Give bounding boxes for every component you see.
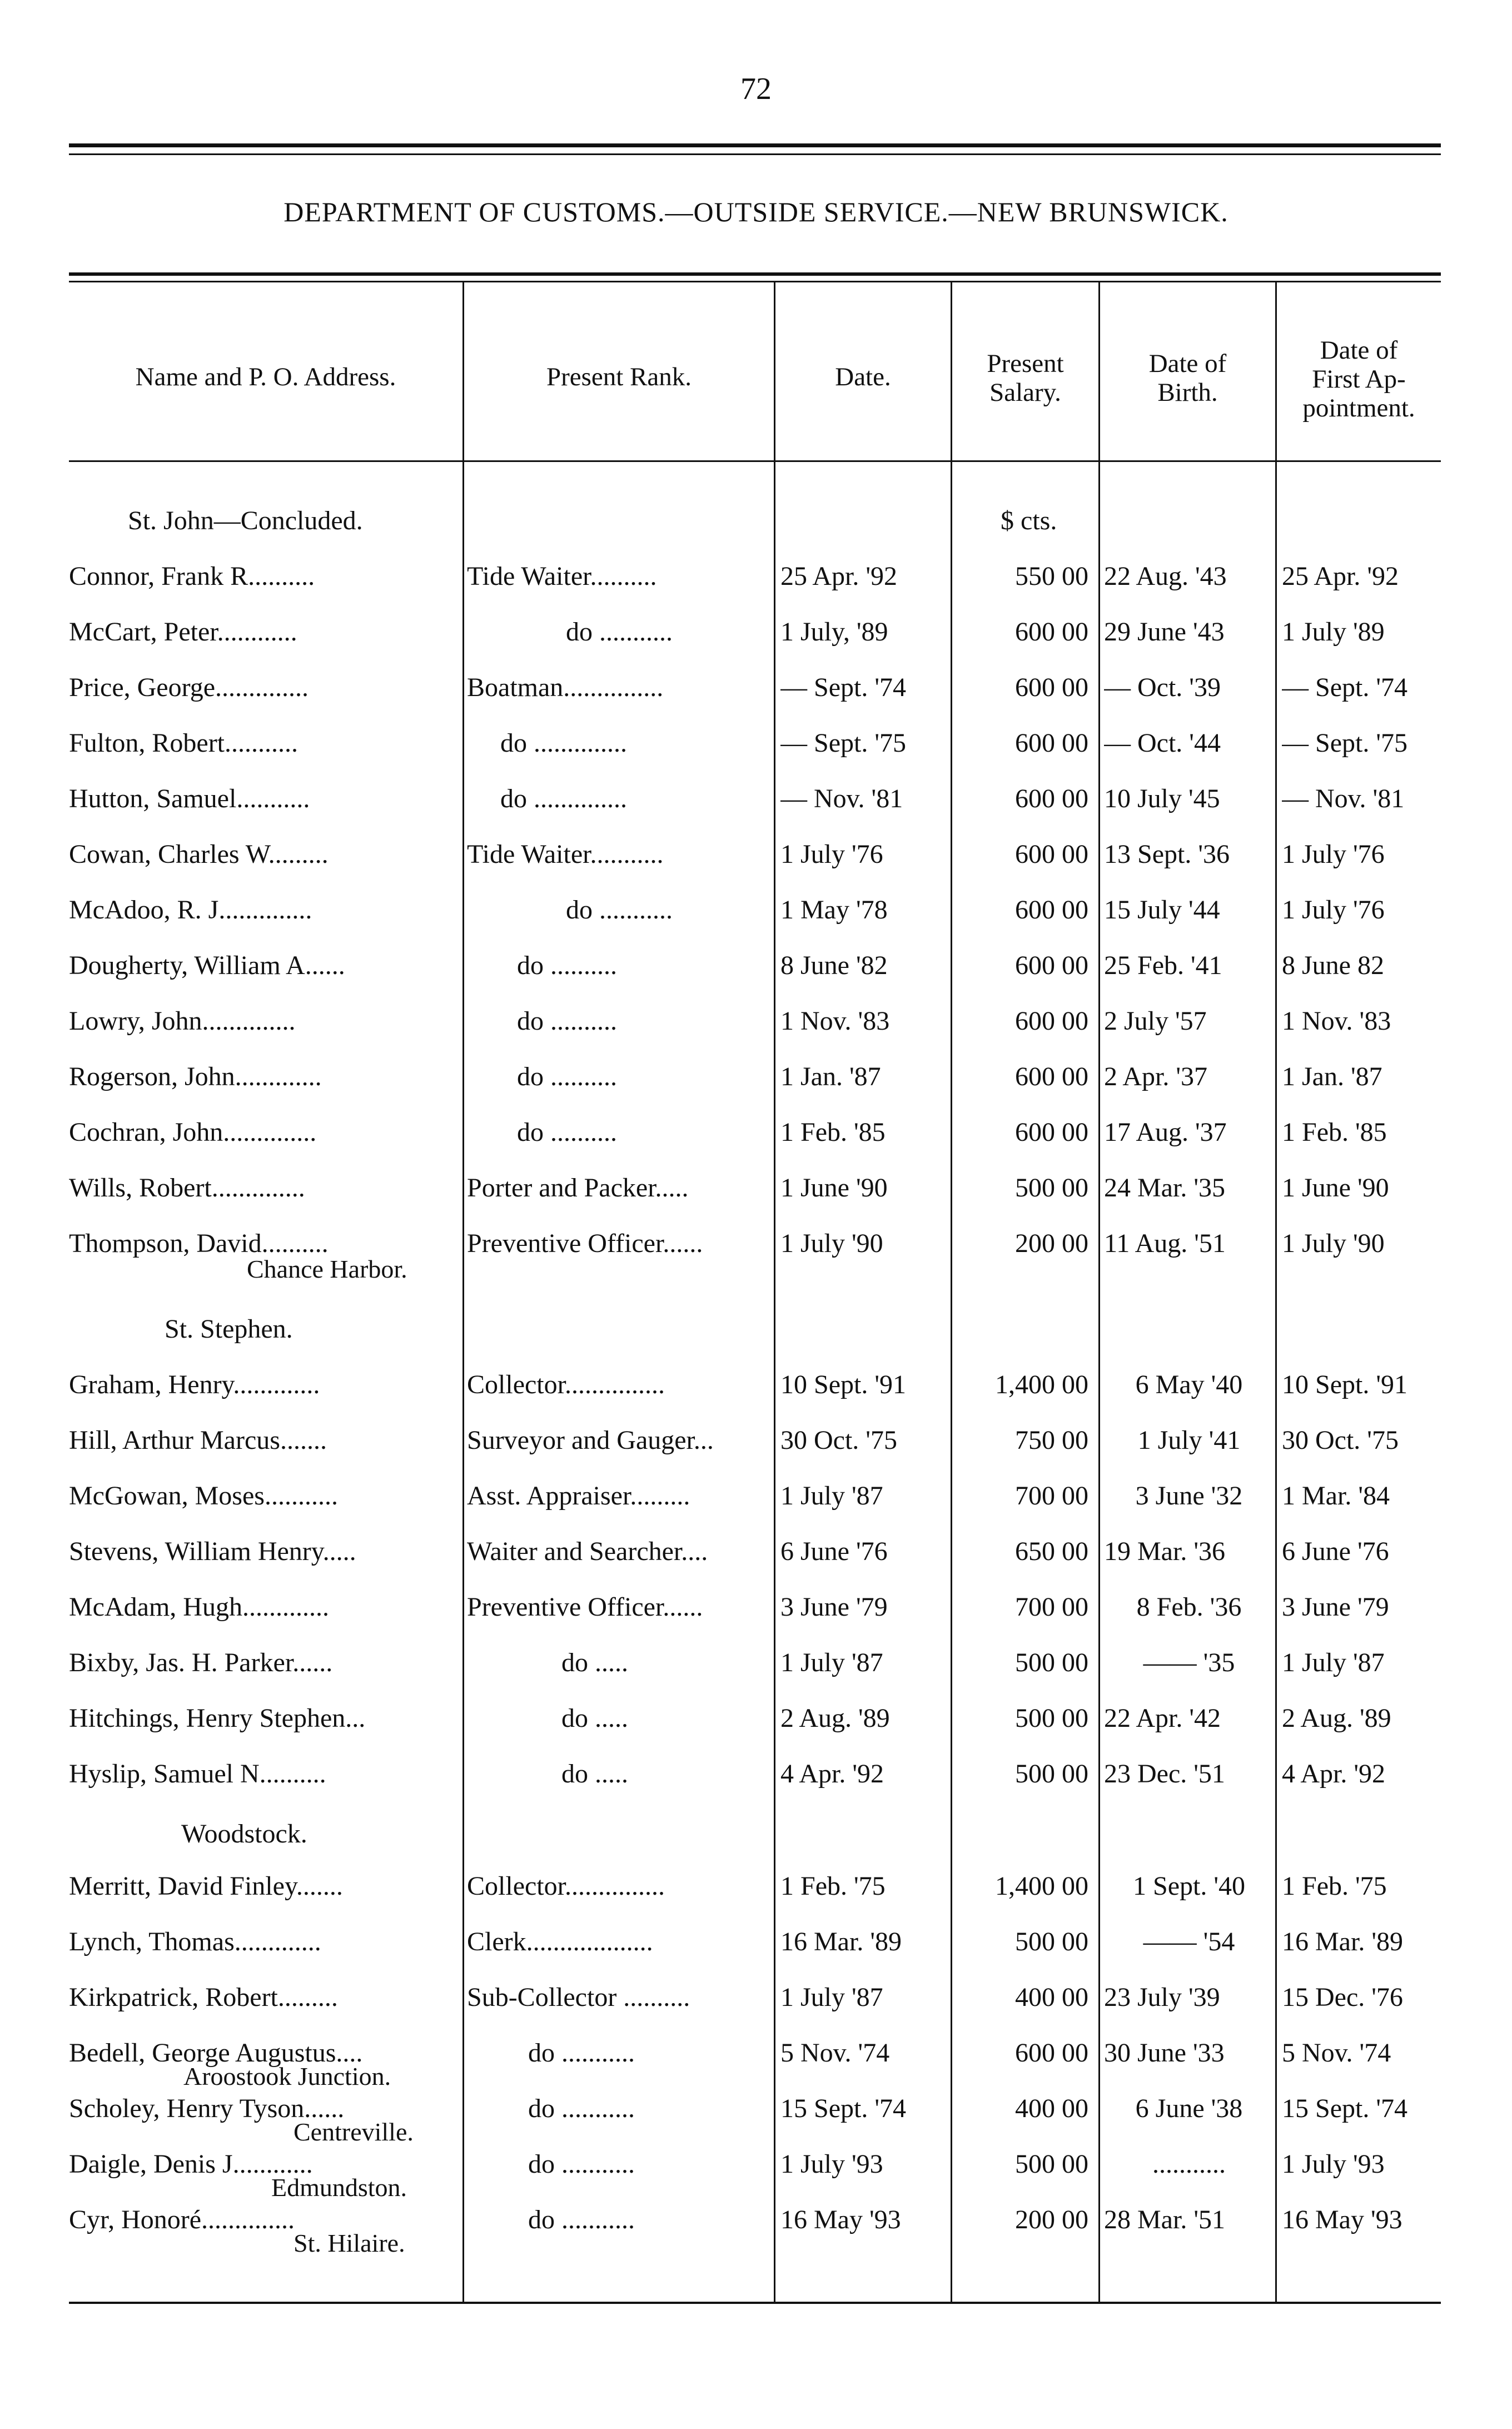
rank-cell: do ...........: [566, 617, 673, 647]
salary-cell: 600 00: [1015, 673, 1088, 702]
date-cell: 1 May '78: [780, 895, 888, 925]
date-cell: — Nov. '81: [780, 784, 903, 813]
column-header-salary: [952, 349, 1098, 407]
rank-cell: do .....: [561, 1648, 628, 1677]
date-cell: 1 July, '89: [780, 617, 888, 647]
date-cell: 2 Aug. '89: [780, 1703, 890, 1733]
name-cell: McGowan, Moses...........: [69, 1481, 338, 1511]
rank-cell: do ...........: [528, 2205, 635, 2234]
date-cell: 1 July '76: [780, 840, 883, 869]
table-row: [0, 1061, 1512, 1105]
table-row: [0, 1758, 1512, 1802]
first-appointment-cell: 15 Dec. '76: [1282, 1983, 1403, 2012]
name-cell: McAdoo, R. J..............: [69, 895, 312, 925]
post-office-address: Edmundston.: [271, 2173, 407, 2202]
column-header-birth: [1100, 349, 1275, 407]
table-row: [0, 1591, 1512, 1636]
name-cell: Hutton, Samuel...........: [69, 784, 310, 813]
first-appointment-cell: — Sept. '75: [1282, 728, 1407, 758]
first-appointment-cell: 15 Sept. '74: [1282, 2094, 1407, 2123]
birth-date-cell: 2 July '57: [1104, 1006, 1207, 1036]
name-cell: Dougherty, William A......: [69, 951, 345, 980]
salary-cell: 550 00: [1015, 562, 1088, 591]
name-cell: Bixby, Jas. H. Parker......: [69, 1648, 333, 1677]
birth-date-cell: —— '35: [1143, 1648, 1235, 1677]
date-cell: 1 July '87: [780, 1648, 883, 1677]
birth-date-cell: — Oct. '44: [1104, 728, 1221, 758]
name-cell: Daigle, Denis J............: [69, 2149, 313, 2179]
table-row: [0, 2148, 1512, 2193]
first-appointment-cell: 4 Apr. '92: [1282, 1759, 1385, 1789]
first-appointment-cell: 5 Nov. '74: [1282, 2038, 1391, 2068]
name-cell: Wills, Robert..............: [69, 1173, 305, 1203]
birth-date-cell: 22 Apr. '42: [1104, 1703, 1221, 1733]
currency-units: $ cts.: [1001, 506, 1057, 535]
table-bottom-rule: [69, 2302, 1441, 2304]
rank-cell: do ...........: [528, 2149, 635, 2179]
salary-cell: 600 00: [1015, 728, 1088, 758]
name-cell: Cowan, Charles W.........: [69, 840, 329, 869]
salary-cell: 600 00: [1015, 1117, 1088, 1147]
birth-date-cell: 19 Mar. '36: [1104, 1537, 1225, 1566]
salary-cell: 600 00: [1015, 784, 1088, 813]
birth-date-cell: ...........: [1152, 2149, 1226, 2179]
name-cell: Stevens, William Henry.....: [69, 1537, 356, 1566]
rank-cell: do ..........: [517, 1006, 617, 1036]
table-row: [0, 1369, 1512, 1413]
first-appointment-cell: 1 July '89: [1282, 617, 1385, 647]
section-heading-st-john: St. John—Concluded.: [128, 506, 363, 535]
salary-cell: 500 00: [1015, 1703, 1088, 1733]
date-cell: 1 Nov. '83: [780, 1006, 890, 1036]
salary-cell: 700 00: [1015, 1481, 1088, 1511]
post-office-address: Aroostook Junction.: [183, 2062, 391, 2090]
table-row: [0, 616, 1512, 660]
name-cell: Lynch, Thomas.............: [69, 1927, 321, 1956]
first-appointment-cell: 25 Apr. '92: [1282, 562, 1399, 591]
salary-cell: 500 00: [1015, 1173, 1088, 1203]
header-line: Present: [987, 349, 1064, 378]
date-cell: 5 Nov. '74: [780, 2038, 890, 2068]
table-row: [0, 1228, 1512, 1272]
birth-date-cell: 11 Aug. '51: [1104, 1229, 1226, 1258]
birth-date-cell: 30 June '33: [1104, 2038, 1225, 2068]
table-row: [0, 1981, 1512, 2026]
table-row: [0, 2204, 1512, 2248]
birth-date-cell: 23 Dec. '51: [1104, 1759, 1225, 1789]
column-header-date: Date.: [835, 362, 891, 391]
salary-cell: 750 00: [1015, 1425, 1088, 1455]
table-row: [0, 1005, 1512, 1050]
salary-cell: 600 00: [1015, 1006, 1088, 1036]
rank-cell: do ..............: [500, 728, 627, 758]
rank-cell: Surveyor and Gauger...: [467, 1425, 714, 1455]
salary-cell: 500 00: [1015, 1759, 1088, 1789]
salary-cell: 1,400 00: [995, 1370, 1088, 1399]
table-row: [0, 727, 1512, 772]
date-cell: 6 June '76: [780, 1537, 888, 1566]
birth-date-cell: 25 Feb. '41: [1104, 951, 1222, 980]
section-heading-woodstock: Woodstock.: [181, 1819, 307, 1849]
top-rule-thick: [69, 143, 1441, 147]
rank-cell: Asst. Appraiser.........: [467, 1481, 690, 1511]
table-row: [0, 1424, 1512, 1469]
first-appointment-cell: 1 Mar. '84: [1282, 1481, 1390, 1511]
birth-date-cell: 10 July '45: [1104, 784, 1220, 813]
first-appointment-cell: 1 June '90: [1282, 1173, 1389, 1203]
salary-cell: 600 00: [1015, 2038, 1088, 2068]
first-appointment-cell: 1 July '90: [1282, 1229, 1385, 1258]
first-appointment-cell: 3 June '79: [1282, 1592, 1389, 1622]
table-row: [0, 838, 1512, 883]
rank-cell: Collector...............: [467, 1370, 665, 1399]
rank-cell: do ..........: [517, 1062, 617, 1091]
header-line: Date of: [1320, 336, 1398, 365]
birth-date-cell: 22 Aug. '43: [1104, 562, 1227, 591]
column-header-rank: Present Rank.: [546, 362, 692, 391]
page-title: DEPARTMENT OF CUSTOMS.—OUTSIDE SERVICE.—NEW BRUNSWICK.: [284, 196, 1228, 227]
table-row: [0, 1870, 1512, 1915]
table-row: [0, 950, 1512, 994]
rank-cell: do ...........: [528, 2038, 635, 2068]
first-appointment-cell: 1 July '76: [1282, 895, 1385, 925]
salary-cell: 600 00: [1015, 617, 1088, 647]
date-cell: 16 May '93: [780, 2205, 901, 2234]
table-row: [0, 1702, 1512, 1747]
rank-cell: do ...........: [566, 895, 673, 925]
salary-cell: 500 00: [1015, 1648, 1088, 1677]
rank-cell: Waiter and Searcher....: [467, 1537, 708, 1566]
birth-date-cell: 1 July '41: [1137, 1425, 1241, 1455]
name-cell: Lowry, John..............: [69, 1006, 296, 1036]
first-appointment-cell: 1 Nov. '83: [1282, 1006, 1391, 1036]
table-row: [0, 783, 1512, 827]
rank-cell: Preventive Officer......: [467, 1592, 703, 1622]
rank-cell: Porter and Packer.....: [467, 1173, 689, 1203]
salary-cell: 600 00: [1015, 895, 1088, 925]
name-cell: Rogerson, John.............: [69, 1062, 322, 1091]
first-appointment-cell: 6 June '76: [1282, 1537, 1389, 1566]
rank-cell: Tide Waiter...........: [467, 840, 664, 869]
salary-cell: 200 00: [1015, 1229, 1088, 1258]
rank-cell: Sub-Collector ..........: [467, 1983, 690, 2012]
rank-cell: Collector...............: [467, 1871, 665, 1901]
salary-cell: 400 00: [1015, 2094, 1088, 2123]
date-cell: — Sept. '75: [780, 728, 906, 758]
salary-cell: 600 00: [1015, 1062, 1088, 1091]
date-cell: 1 July '93: [780, 2149, 883, 2179]
rank-cell: Clerk...................: [467, 1927, 653, 1956]
date-cell: 1 July '87: [780, 1983, 883, 2012]
first-appointment-cell: 1 July '93: [1282, 2149, 1385, 2179]
birth-date-cell: 24 Mar. '35: [1104, 1173, 1225, 1203]
table-top-rule-thin: [69, 281, 1441, 282]
date-cell: 1 Feb. '75: [780, 1871, 886, 1901]
header-line: Date of: [1148, 349, 1227, 378]
table-row: [0, 2093, 1512, 2137]
first-appointment-cell: 16 Mar. '89: [1282, 1927, 1403, 1956]
header-line: Birth.: [1157, 378, 1218, 407]
section-heading-st-stephen: St. Stephen.: [165, 1314, 293, 1344]
rank-cell: do ..........: [517, 1117, 617, 1147]
date-cell: 30 Oct. '75: [780, 1425, 897, 1455]
first-appointment-cell: — Nov. '81: [1282, 784, 1405, 813]
table-row: [0, 1480, 1512, 1524]
name-cell: Thompson, David..........: [69, 1229, 329, 1258]
salary-cell: 200 00: [1015, 2205, 1088, 2234]
date-cell: 1 July '90: [780, 1229, 883, 1258]
salary-cell: 650 00: [1015, 1537, 1088, 1566]
birth-date-cell: —— '54: [1143, 1927, 1235, 1956]
top-rule-thin: [69, 153, 1441, 155]
rank-cell: do .....: [561, 1759, 628, 1789]
name-cell: Hyslip, Samuel N..........: [69, 1759, 326, 1789]
name-cell: Fulton, Robert...........: [69, 728, 299, 758]
birth-date-cell: 1 Sept. '40: [1133, 1871, 1245, 1901]
name-cell: Cochran, John..............: [69, 1117, 317, 1147]
name-cell: Merritt, David Finley.......: [69, 1871, 343, 1901]
name-cell: McCart, Peter............: [69, 617, 297, 647]
first-appointment-cell: 16 May '93: [1282, 2205, 1402, 2234]
table-row: [0, 560, 1512, 605]
rank-cell: do ...........: [528, 2094, 635, 2123]
first-appointment-cell: 1 July '76: [1282, 840, 1385, 869]
post-office-address: Centreville.: [294, 2118, 414, 2146]
date-cell: 1 Feb. '85: [780, 1117, 886, 1147]
column-header-first-appointment: [1277, 336, 1441, 423]
first-appointment-cell: 8 June 82: [1282, 951, 1384, 980]
table-row: [0, 1647, 1512, 1691]
page-number: 72: [740, 72, 772, 106]
table-row: [0, 1536, 1512, 1580]
header-bottom-rule: [69, 460, 1441, 462]
first-appointment-cell: 1 Feb. '75: [1282, 1871, 1387, 1901]
date-cell: 1 June '90: [780, 1173, 888, 1203]
name-cell: Cyr, Honoré..............: [69, 2205, 295, 2234]
first-appointment-cell: 1 Jan. '87: [1282, 1062, 1382, 1091]
header-line: Salary.: [989, 378, 1061, 407]
first-appointment-cell: 1 July '87: [1282, 1648, 1385, 1677]
name-cell: Graham, Henry.............: [69, 1370, 320, 1399]
birth-date-cell: — Oct. '39: [1104, 673, 1221, 702]
birth-date-cell: 29 June '43: [1104, 617, 1225, 647]
date-cell: 10 Sept. '91: [780, 1370, 906, 1399]
rank-cell: Preventive Officer......: [467, 1229, 703, 1258]
post-office-address: Chance Harbor.: [247, 1255, 407, 1283]
salary-cell: 400 00: [1015, 1983, 1088, 2012]
birth-date-cell: 23 July '39: [1104, 1983, 1220, 2012]
name-cell: Connor, Frank R..........: [69, 562, 315, 591]
date-cell: — Sept. '74: [780, 673, 906, 702]
birth-date-cell: 28 Mar. '51: [1104, 2205, 1225, 2234]
salary-cell: 700 00: [1015, 1592, 1088, 1622]
first-appointment-cell: — Sept. '74: [1282, 673, 1407, 702]
birth-date-cell: 6 May '40: [1135, 1370, 1243, 1399]
first-appointment-cell: 1 Feb. '85: [1282, 1117, 1387, 1147]
name-cell: Hill, Arthur Marcus.......: [69, 1425, 327, 1455]
table-row: [0, 1116, 1512, 1161]
date-cell: 25 Apr. '92: [780, 562, 897, 591]
name-cell: McAdam, Hugh.............: [69, 1592, 329, 1622]
name-cell: Price, George..............: [69, 673, 309, 702]
salary-cell: 600 00: [1015, 951, 1088, 980]
table-row: [0, 894, 1512, 938]
birth-date-cell: 17 Aug. '37: [1104, 1117, 1227, 1147]
name-cell: Kirkpatrick, Robert.........: [69, 1983, 338, 2012]
birth-date-cell: 2 Apr. '37: [1104, 1062, 1207, 1091]
salary-cell: 1,400 00: [995, 1871, 1088, 1901]
post-office-address: St. Hilaire.: [294, 2229, 405, 2257]
birth-date-cell: 3 June '32: [1135, 1481, 1243, 1511]
first-appointment-cell: 30 Oct. '75: [1282, 1425, 1399, 1455]
name-cell: Hitchings, Henry Stephen...: [69, 1703, 366, 1733]
header-line: First Ap-: [1312, 365, 1406, 394]
salary-cell: 600 00: [1015, 840, 1088, 869]
rank-cell: do ..........: [517, 951, 617, 980]
rank-cell: Boatman...............: [467, 673, 664, 702]
date-cell: 1 July '87: [780, 1481, 883, 1511]
table-top-rule-thick: [69, 272, 1441, 276]
header-line: pointment.: [1302, 394, 1415, 423]
first-appointment-cell: 2 Aug. '89: [1282, 1703, 1391, 1733]
rank-cell: do .....: [561, 1703, 628, 1733]
date-cell: 8 June '82: [780, 951, 888, 980]
name-cell: Bedell, George Augustus....: [69, 2038, 363, 2068]
birth-date-cell: 6 June '38: [1135, 2094, 1243, 2123]
salary-cell: 500 00: [1015, 1927, 1088, 1956]
salary-cell: 500 00: [1015, 2149, 1088, 2179]
date-cell: 15 Sept. '74: [780, 2094, 906, 2123]
date-cell: 1 Jan. '87: [780, 1062, 881, 1091]
date-cell: 16 Mar. '89: [780, 1927, 902, 1956]
table-row: [0, 672, 1512, 716]
first-appointment-cell: 10 Sept. '91: [1282, 1370, 1407, 1399]
date-cell: 4 Apr. '92: [780, 1759, 884, 1789]
rank-cell: do ..............: [500, 784, 627, 813]
table-row: [0, 1172, 1512, 1216]
birth-date-cell: 8 Feb. '36: [1136, 1592, 1242, 1622]
name-cell: Scholey, Henry Tyson......: [69, 2094, 345, 2123]
birth-date-cell: 15 July '44: [1104, 895, 1220, 925]
rank-cell: Tide Waiter..........: [467, 562, 657, 591]
date-cell: 3 June '79: [780, 1592, 888, 1622]
table-row: [0, 1926, 1512, 1970]
column-header-name: Name and P. O. Address.: [135, 362, 396, 391]
birth-date-cell: 13 Sept. '36: [1104, 840, 1230, 869]
